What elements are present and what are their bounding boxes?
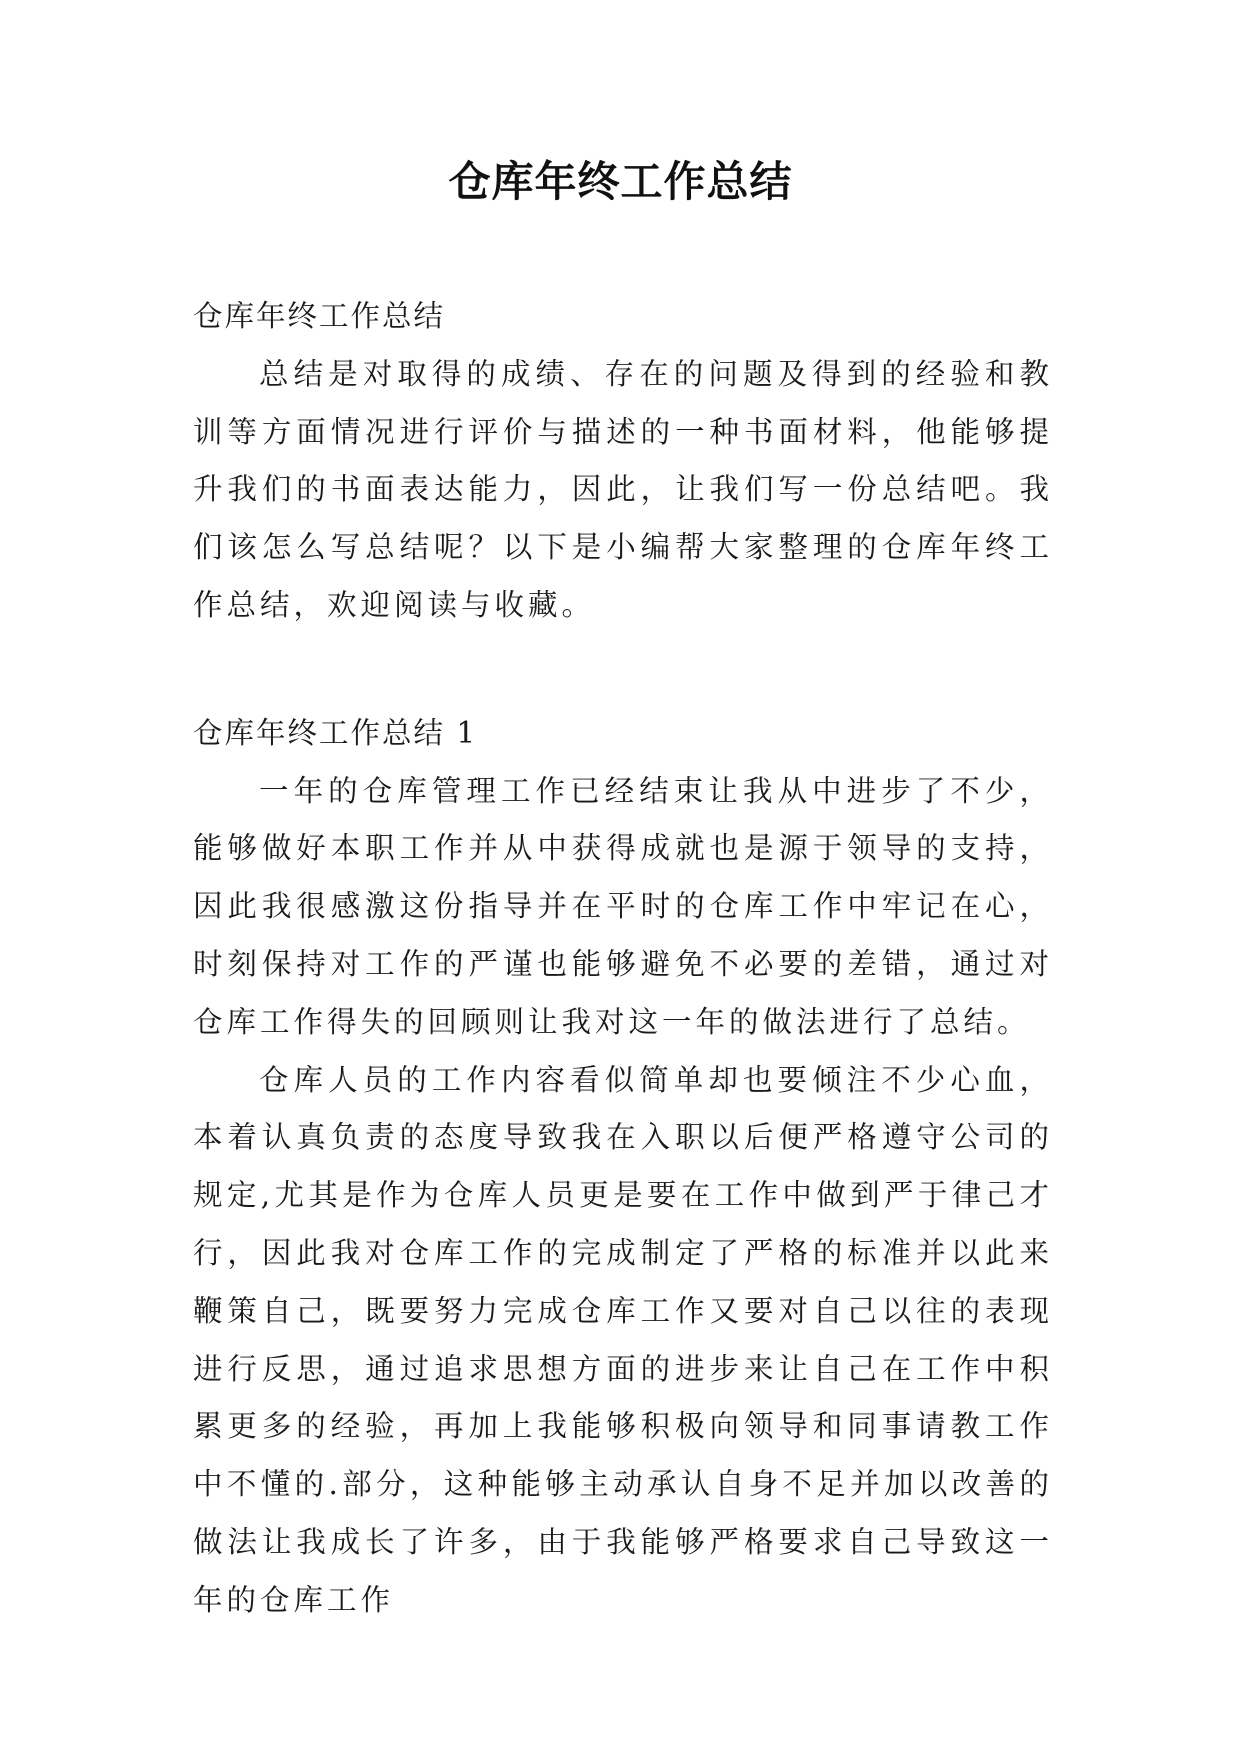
section1-heading: 仓库年终工作总结 1 [193,715,478,750]
document-title: 仓库年终工作总结 [448,157,793,206]
intro-paragraph: 总结是对取得的成绩、存在的问题及得到的经验和教训等方面情况进行评价与描述的一种书面材料，他能够提升我们的书面表达能力，因此，让我们写一份总结吧。我们该怎么写总结呢？以下是小编帮大家整理的仓库年终工作总结，欢迎阅读与收藏。 [193,356,1053,622]
section-spacer [193,635,1053,705]
intro-heading: 仓库年终工作总结 [193,299,446,333]
document-body [193,288,1053,1630]
section1-paragraph-1: 一年的仓库管理工作已经结束让我从中进步了不少，能够做好本职工作并从中获得成就也是源于领导的支持，因此我很感激这份指导并在平时的仓库工作中牢记在心，时刻保持对工作的严谨也能够避免不必要的差错，通过对仓库工作得失的回顾则让我对这一年的做法进行了总结。 [193,773,1053,1039]
section1-paragraph-2: 仓库人员的工作内容看似简单却也要倾注不少心血，本着认真负责的态度导致我在入职以后便严格遵守公司的规定,尤其是作为仓库人员更是要在工作中做到严于律己才行，因此我对仓库工作的完成制定了严格的标准并以此来鞭策自己，既要努力完成仓库工作又要对自己以往的表现进行反思，通过追求思想方面的进步来让自己在工作中积累更多的经验，再加上我能够积极向领导和同事请教工作中不懂的.部分，这种能够主动承认自身不足并加以改善的做法让我成长了许多，由于我能够严格要求自己导致这一年的仓库工作 [193,1062,1053,1617]
